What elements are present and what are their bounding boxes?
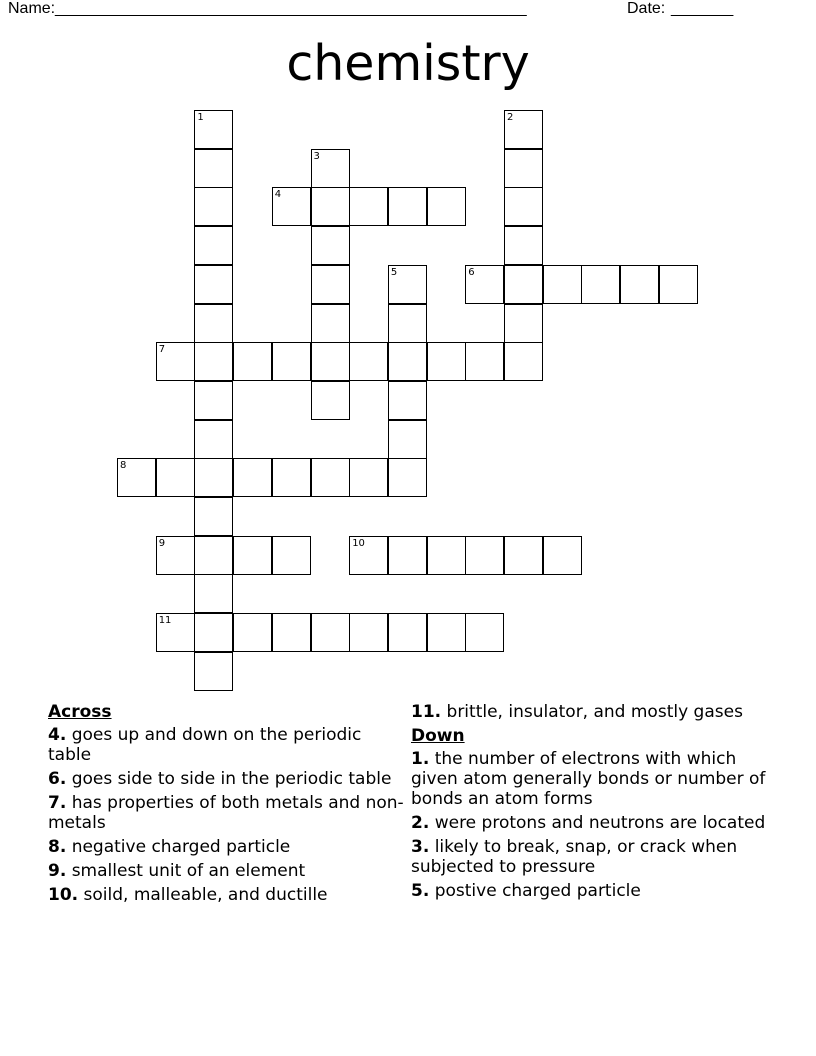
grid-cell[interactable] bbox=[156, 536, 195, 575]
grid-cell[interactable] bbox=[311, 458, 350, 497]
grid-cell[interactable] bbox=[311, 613, 350, 652]
across-heading: Across bbox=[48, 702, 112, 722]
grid-cell[interactable] bbox=[388, 342, 427, 381]
grid-cell[interactable] bbox=[465, 536, 504, 575]
grid-cell[interactable] bbox=[349, 613, 388, 652]
grid-cell[interactable] bbox=[194, 652, 233, 691]
grid-cell[interactable] bbox=[543, 265, 582, 304]
clue-number: 8. bbox=[48, 837, 67, 857]
clue-number: 2. bbox=[411, 813, 430, 833]
down-heading: Down bbox=[411, 726, 465, 746]
clue-across-8 bbox=[48, 837, 408, 857]
grid-cell[interactable] bbox=[349, 342, 388, 381]
grid-cell[interactable] bbox=[620, 265, 659, 304]
grid-cell[interactable] bbox=[233, 613, 272, 652]
grid-cell[interactable] bbox=[272, 342, 311, 381]
grid-cell[interactable] bbox=[388, 187, 427, 226]
grid-cell[interactable] bbox=[504, 187, 543, 226]
grid-cell[interactable] bbox=[465, 613, 504, 652]
clue-number: 9. bbox=[48, 861, 67, 881]
clue-number-label: 11 bbox=[158, 615, 172, 627]
grid-cell[interactable] bbox=[388, 458, 427, 497]
grid-cell[interactable] bbox=[233, 342, 272, 381]
clue-text: the number of electrons with which given atom generally bonds or number of bonds an atom forms bbox=[411, 749, 766, 809]
clue-number-label: 1 bbox=[197, 112, 204, 123]
grid-cell[interactable] bbox=[194, 187, 233, 226]
clue-text: goes up and down on the periodic table bbox=[48, 725, 362, 765]
grid-cell[interactable] bbox=[388, 420, 427, 459]
grid-cell[interactable] bbox=[194, 304, 233, 343]
grid-cell[interactable] bbox=[427, 342, 466, 381]
clue-number: 3. bbox=[411, 837, 430, 857]
clue-number: 10. bbox=[48, 885, 79, 905]
grid-cell[interactable] bbox=[543, 536, 582, 575]
grid-cell[interactable] bbox=[194, 420, 233, 459]
grid-cell[interactable] bbox=[311, 226, 350, 265]
grid-cell[interactable] bbox=[581, 265, 620, 304]
grid-cell[interactable] bbox=[349, 187, 388, 226]
clue-number-label: 4 bbox=[274, 189, 282, 201]
name-label: Name: bbox=[8, 0, 56, 17]
grid-cell[interactable] bbox=[194, 149, 233, 188]
clue-text: soild, malleable, and ductille bbox=[83, 885, 328, 905]
grid-cell[interactable] bbox=[311, 342, 350, 381]
grid-cell[interactable] bbox=[311, 265, 350, 304]
grid-cell[interactable] bbox=[349, 458, 388, 497]
clue-across-10 bbox=[48, 885, 408, 905]
grid-cell[interactable] bbox=[388, 613, 427, 652]
grid-cell[interactable] bbox=[388, 381, 427, 420]
grid-cell[interactable] bbox=[156, 342, 195, 381]
clue-across-4 bbox=[48, 725, 408, 765]
grid-cell[interactable] bbox=[388, 304, 427, 343]
grid-cell[interactable] bbox=[311, 304, 350, 343]
clues-right-column bbox=[411, 702, 771, 905]
grid-cell[interactable] bbox=[156, 613, 195, 652]
grid-cell[interactable] bbox=[465, 265, 504, 304]
grid-cell[interactable] bbox=[194, 110, 233, 149]
name-line: _____________________________________________________ bbox=[55, 0, 527, 17]
grid-cell[interactable] bbox=[659, 265, 698, 304]
grid-cell[interactable] bbox=[465, 342, 504, 381]
clue-text: negative charged particle bbox=[71, 837, 291, 857]
grid-cell[interactable] bbox=[504, 265, 543, 304]
clue-number: 5. bbox=[411, 881, 430, 901]
page-title: chemistry bbox=[286, 35, 530, 92]
clue-text: brittle, insulator, and mostly gases bbox=[446, 702, 743, 722]
clue-across-11 bbox=[411, 702, 771, 722]
clue-number: 11. bbox=[411, 702, 442, 722]
grid-cell[interactable] bbox=[194, 342, 233, 381]
clue-down-2 bbox=[411, 813, 771, 833]
grid-cell[interactable] bbox=[504, 536, 543, 575]
grid-cell[interactable] bbox=[194, 613, 233, 652]
grid-cell[interactable] bbox=[311, 149, 350, 188]
grid-cell[interactable] bbox=[504, 110, 543, 149]
grid-cell[interactable] bbox=[194, 536, 233, 575]
clue-number: 6. bbox=[48, 769, 67, 789]
grid-cell[interactable] bbox=[272, 536, 311, 575]
grid-cell[interactable] bbox=[504, 149, 543, 188]
clue-across-7 bbox=[48, 793, 408, 833]
clue-across-6 bbox=[48, 769, 408, 789]
clue-number-label: 2 bbox=[507, 112, 514, 123]
clue-text: likely to break, snap, or crack when subjected to pressure bbox=[411, 837, 738, 877]
grid-cell[interactable] bbox=[427, 187, 466, 226]
grid-cell[interactable] bbox=[504, 304, 543, 343]
grid-cell[interactable] bbox=[233, 458, 272, 497]
grid-cell[interactable] bbox=[427, 536, 466, 575]
grid-cell[interactable] bbox=[194, 497, 233, 536]
grid-cell[interactable] bbox=[504, 342, 543, 381]
grid-cell[interactable] bbox=[194, 265, 233, 304]
grid-cell[interactable] bbox=[117, 458, 156, 497]
clue-across-9 bbox=[48, 861, 408, 881]
grid-cell[interactable] bbox=[427, 613, 466, 652]
clue-number-label: 5 bbox=[390, 266, 398, 278]
clue-number-label: 3 bbox=[313, 150, 320, 162]
grid-cell[interactable] bbox=[349, 536, 388, 575]
grid-cell[interactable] bbox=[194, 381, 233, 420]
clue-number-label: 6 bbox=[468, 266, 475, 278]
grid-cell[interactable] bbox=[311, 187, 350, 226]
grid-cell[interactable] bbox=[194, 458, 233, 497]
clue-text: were protons and neutrons are located bbox=[434, 813, 766, 833]
clue-text: goes side to side in the periodic table bbox=[71, 769, 392, 789]
clue-text: has properties of both metals and non-metals bbox=[48, 793, 404, 833]
grid-cell[interactable] bbox=[233, 536, 272, 575]
grid-cell[interactable] bbox=[504, 226, 543, 265]
clue-number: 7. bbox=[48, 793, 67, 813]
grid-cell[interactable] bbox=[272, 613, 311, 652]
clue-down-5 bbox=[411, 881, 771, 901]
clue-number: 4. bbox=[48, 725, 67, 745]
clue-number-label: 8 bbox=[120, 460, 127, 472]
date-label: Date: bbox=[627, 0, 666, 17]
clue-down-1 bbox=[411, 749, 771, 809]
grid-cell[interactable] bbox=[272, 187, 311, 226]
clue-number: 1. bbox=[411, 749, 430, 769]
date-line: _______ bbox=[671, 0, 734, 17]
grid-cell[interactable] bbox=[194, 226, 233, 265]
grid-cell[interactable] bbox=[194, 574, 233, 613]
clue-number-label: 10 bbox=[352, 537, 365, 549]
clue-down-3 bbox=[411, 837, 771, 877]
clue-text: postive charged particle bbox=[434, 881, 641, 901]
grid-cell[interactable] bbox=[156, 458, 195, 497]
grid-cell[interactable] bbox=[388, 265, 427, 304]
grid-cell[interactable] bbox=[388, 536, 427, 575]
clue-number-label: 9 bbox=[158, 537, 166, 549]
clue-text: smallest unit of an element bbox=[71, 861, 306, 881]
grid-cell[interactable] bbox=[272, 458, 311, 497]
clue-number-label: 7 bbox=[158, 344, 166, 356]
clues-left-column bbox=[48, 702, 408, 909]
grid-cell[interactable] bbox=[311, 381, 350, 420]
